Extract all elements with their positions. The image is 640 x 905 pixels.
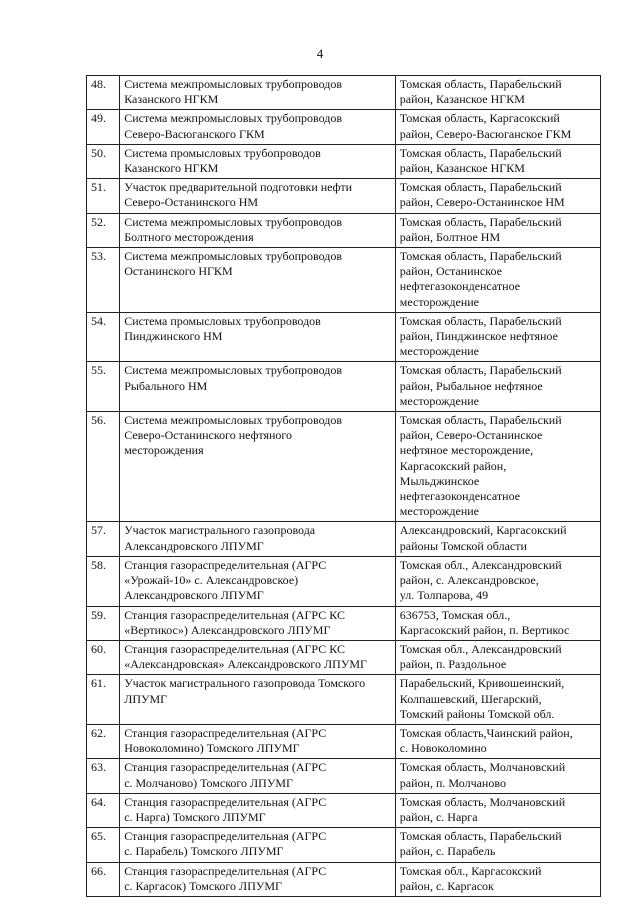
facility-location: Томская область, Парабельский район, Останинское нефтегазоконденсатное месторождение xyxy=(395,248,600,313)
facility-name: Станция газораспределительная (АГРС с. Парабель) Томского ЛПУМГ xyxy=(120,828,396,862)
table-row xyxy=(87,412,601,522)
facility-location: Томская область, Парабельский район, Рыбальное нефтяное месторождение xyxy=(395,362,600,412)
facility-location: Томская область, Каргасокский район, Северо-Васюганское ГКМ xyxy=(395,110,600,144)
facility-name: Станция газораспределительная (АГРС с. Каргасок) Томского ЛПУМГ xyxy=(120,862,396,896)
row-number: 48. xyxy=(87,76,120,110)
table-row xyxy=(87,213,601,247)
row-number: 66. xyxy=(87,862,120,896)
row-number: 65. xyxy=(87,828,120,862)
row-number: 55. xyxy=(87,362,120,412)
table-row xyxy=(87,312,601,362)
table-row xyxy=(87,828,601,862)
facility-location: Александровский, Каргасокский районы Томской области xyxy=(395,522,600,556)
facility-location: Томская область, Парабельский район, Казанское НГКМ xyxy=(395,76,600,110)
row-number: 57. xyxy=(87,522,120,556)
row-number: 61. xyxy=(87,675,120,725)
facility-location: Томская область,Чаинский район, с. Новоколомино xyxy=(395,724,600,758)
row-number: 50. xyxy=(87,144,120,178)
facility-location: Томская область, Парабельский район, Северо-Останинское НМ xyxy=(395,179,600,213)
facility-name: Участок магистрального газопровода Томского ЛПУМГ xyxy=(120,675,396,725)
row-number: 53. xyxy=(87,248,120,313)
facility-name: Система межпромысловых трубопроводов Северо-Останинского нефтяного месторождения xyxy=(120,412,396,522)
table-row xyxy=(87,144,601,178)
row-number: 49. xyxy=(87,110,120,144)
facility-location: Томская обл., Александровский район, с. Александровское, ул. Толпарова, 49 xyxy=(395,556,600,606)
facility-location: Парабельский, Кривошеинский, Колпашевский, Шегарский, Томский районы Томской обл. xyxy=(395,675,600,725)
table-row xyxy=(87,793,601,827)
table-row xyxy=(87,606,601,640)
facility-name: Станция газораспределительная (АГРС «Урожай-10» с. Александровское) Александровского ЛПУМГ xyxy=(120,556,396,606)
facility-name: Станция газораспределительная (АГРС Новоколомино) Томского ЛПУМГ xyxy=(120,724,396,758)
table-row xyxy=(87,76,601,110)
table-row xyxy=(87,759,601,793)
facility-location: Томская область, Парабельский район, Пинджинское нефтяное месторождение xyxy=(395,312,600,362)
facility-location: Томская область, Парабельский район, Северо-Останинское нефтяное месторождение, Каргасокский район, Мыльджинское нефтегазоконденсатное месторождение xyxy=(395,412,600,522)
row-number: 63. xyxy=(87,759,120,793)
row-number: 60. xyxy=(87,640,120,674)
table-row xyxy=(87,724,601,758)
page-number: 4 xyxy=(316,46,324,61)
table-row xyxy=(87,179,601,213)
facility-name: Станция газораспределительная (АГРС КС «Вертикос») Александровского ЛПУМГ xyxy=(120,606,396,640)
facility-name: Система межпромысловых трубопроводов Казанского НГКМ xyxy=(120,76,396,110)
table-row xyxy=(87,675,601,725)
facility-name: Система межпромысловых трубопроводов Останинского НГКМ xyxy=(120,248,396,313)
row-number: 52. xyxy=(87,213,120,247)
table-row xyxy=(87,556,601,606)
facility-name: Станция газораспределительная (АГРС с. Молчаново) Томского ЛПУМГ xyxy=(120,759,396,793)
facility-location: 636753, Томская обл., Каргасокский район, п. Вертикос xyxy=(395,606,600,640)
table-row xyxy=(87,640,601,674)
facility-location: Томская обл., Каргасокский район, с. Каргасок xyxy=(395,862,600,896)
row-number: 56. xyxy=(87,412,120,522)
table-row xyxy=(87,522,601,556)
facility-location: Томская область, Парабельский район, Казанское НГКМ xyxy=(395,144,600,178)
facility-name: Участок магистрального газопровода Александровского ЛПУМГ xyxy=(120,522,396,556)
row-number: 62. xyxy=(87,724,120,758)
table-row xyxy=(87,110,601,144)
facility-name: Станция газораспределительная (АГРС КС «Александровская» Александровского ЛПУМГ xyxy=(120,640,396,674)
row-number: 59. xyxy=(87,606,120,640)
row-number: 54. xyxy=(87,312,120,362)
facilities-table xyxy=(86,75,601,897)
table-row xyxy=(87,362,601,412)
facility-name: Система промысловых трубопроводов Казанского НГКМ xyxy=(120,144,396,178)
facility-location: Томская обл., Александровский район, п. Раздольное xyxy=(395,640,600,674)
facility-name: Система межпромысловых трубопроводов Рыбального НМ xyxy=(120,362,396,412)
row-number: 58. xyxy=(87,556,120,606)
facility-name: Участок предварительной подготовки нефти Северо-Останинского НМ xyxy=(120,179,396,213)
facility-location: Томская область, Молчановский район, с. Нарга xyxy=(395,793,600,827)
row-number: 51. xyxy=(87,179,120,213)
facility-location: Томская область, Парабельский район, Болтное НМ xyxy=(395,213,600,247)
facility-name: Станция газораспределительная (АГРС с. Нарга) Томского ЛПУМГ xyxy=(120,793,396,827)
facility-name: Система межпромысловых трубопроводов Болтного месторождения xyxy=(120,213,396,247)
facility-name: Система межпромысловых трубопроводов Северо-Васюганского ГКМ xyxy=(120,110,396,144)
table-row xyxy=(87,862,601,896)
row-number: 64. xyxy=(87,793,120,827)
facility-location: Томская область, Парабельский район, с. Парабель xyxy=(395,828,600,862)
facility-name: Система промысловых трубопроводов Пинджинского НМ xyxy=(120,312,396,362)
facility-location: Томская область, Молчановский район, п. Молчаново xyxy=(395,759,600,793)
table-row xyxy=(87,248,601,313)
table-body xyxy=(87,76,601,897)
